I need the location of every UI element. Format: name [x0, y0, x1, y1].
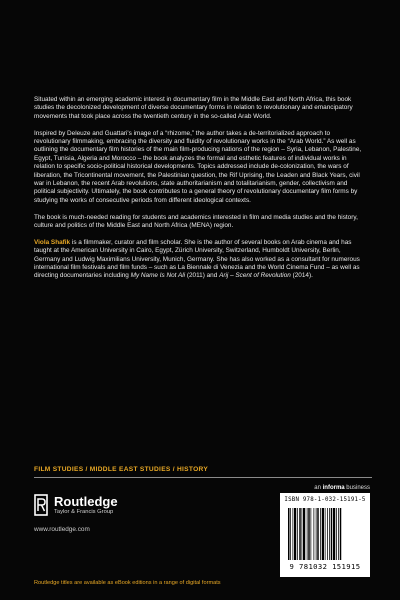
blurb-paragraph-1: Situated within an emerging academic interest in documentary film in the Middle East and North Africa, this book studies the decolonized development of diverse documentary forms in relation to revolutionary and emancipatory movements that took place across the twentieth century in the so-called Arab World. [34, 96, 353, 120]
informa-tagline [314, 485, 370, 491]
publisher-name: Routledge [54, 494, 118, 509]
film-title-2: Arij – Scent of Revolution [219, 272, 291, 280]
publisher-group: Taylor & Francis Group [54, 509, 114, 515]
barcode-bar [307, 508, 308, 560]
informa-prefix: an [314, 485, 323, 491]
barcode-bar [333, 508, 335, 560]
informa-brand: informa [322, 485, 345, 491]
barcode-bar [325, 508, 326, 560]
barcode-bar [314, 508, 315, 560]
barcode-bar [302, 508, 303, 560]
barcode-bar [311, 508, 312, 560]
barcode-bar [299, 508, 301, 560]
publisher-logo [34, 494, 194, 520]
barcode-number: 9 781032 151915 [289, 562, 361, 571]
barcode-bar [290, 508, 291, 560]
barcode-bar [303, 508, 305, 560]
routledge-logo-icon [34, 494, 48, 516]
barcode-bar [316, 508, 317, 560]
barcode-bar [331, 508, 333, 560]
isbn-label: ISBN 978-1-032-15191-5 [284, 497, 366, 503]
blurb-paragraph-2: Inspired by Deleuze and Guattari's image of a “rhizome,” the author takes a de-territorialized approach to revolutionary filmmaking, embracing the diversity and fluidity of revolutionary works in the “Arab World.” As well as outlining the documentary film histories of the main film-producing nations of the region – Syria, Lebanon, Palestine, Egypt, Tunisia, Algeria and Morocco – the book analyzes the formal and esthetic features of individual works in relation to specific socio-political historical developments. Topics addressed include de-colonization, the wars of liberation, the Tricontinental movement, the Palestinian question, the Rif Uprising, the Leaden and Black Years, civil war in Lebanon, the recent Arab revolutions, state authoritarianism and totalitarianism, gender, collectivism and political subjectivity. Ultimately, the book contributes to a general theory of revolutionary documentary film forms by studying the works of consecutive periods from different ideological contexts. [34, 129, 362, 204]
author-name: Viola Shafik [34, 238, 71, 246]
barcode-bar [340, 508, 342, 560]
barcode [280, 493, 370, 577]
barcode-bar [338, 508, 339, 560]
barcode-bar [317, 508, 319, 560]
barcode-bar [294, 508, 296, 560]
blurb-paragraph-3: The book is much-needed reading for students and academics interested in film and media studies and the history, culture and politics of the Middle East and North Africa (MENA) region. [34, 213, 358, 230]
informa-suffix: business [344, 485, 370, 491]
barcode-bar [336, 508, 337, 560]
barcode-bar [329, 508, 330, 560]
barcode-bar [288, 508, 290, 560]
barcode-bar [327, 508, 328, 560]
subject-categories: FILM STUDIES / MIDDLE EAST STUDIES / HISTORY [34, 466, 209, 473]
barcode-bar [320, 508, 321, 560]
author-bio-text-2: (2011) and [185, 272, 220, 280]
author-bio [34, 239, 368, 281]
author-bio-text-3: (2014). [290, 272, 313, 280]
barcode-bar [293, 508, 294, 560]
barcode-bar [308, 508, 310, 560]
divider [34, 477, 372, 478]
film-title-1: My Name Is Not Ali [130, 272, 186, 280]
barcode-bar [322, 508, 324, 560]
barcode-bars [288, 508, 362, 560]
barcode-bar [297, 508, 298, 560]
author-bio-text-1: is a filmmaker, curator and film scholar. She is the author of several books on Arab cinema and has taught at the American University in Cairo, Egypt, Zürich University, Switzerland, Humboldt University, Berlin, Germany and Ludwig Maximilians University, Munich, Germany. She has also worked as a consultant for numerous international film festivals and film funds – such as La Biennale di Venezia and the World Cinema Fund – as well as directing documentaries including [34, 238, 360, 280]
blurb [34, 96, 368, 289]
publisher-url[interactable]: www.routledge.com [34, 526, 90, 533]
ebook-note: Routledge titles are available as eBook editions in a range of digital formats [34, 580, 221, 586]
